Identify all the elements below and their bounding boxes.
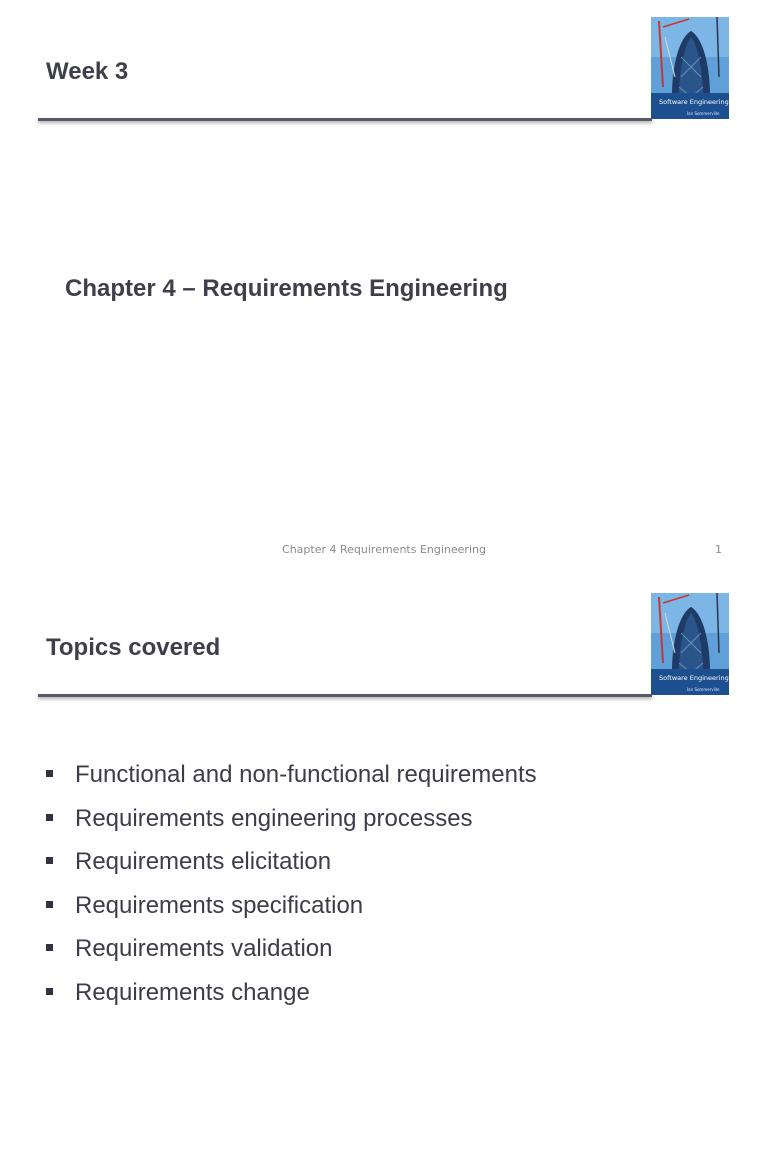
slide-title: Topics covered <box>46 634 221 661</box>
bullet-square-icon <box>46 901 53 908</box>
cover-title-text: Software Engineering <box>659 674 729 682</box>
cover-author-text: Ian Sommerville <box>687 111 720 116</box>
list-item <box>46 796 537 840</box>
title-divider <box>38 118 652 121</box>
book-cover-image <box>651 17 729 119</box>
list-item-text: Requirements change <box>75 978 310 1006</box>
book-cover-image <box>651 593 729 695</box>
list-item <box>46 752 537 796</box>
bullet-square-icon <box>46 944 53 951</box>
bullet-square-icon <box>46 770 53 777</box>
cover-title-text: Software Engineering <box>659 98 729 106</box>
list-item <box>46 970 537 1014</box>
slide-2 <box>0 576 768 1152</box>
list-item <box>46 883 537 927</box>
bullet-square-icon <box>46 988 53 995</box>
title-divider <box>38 694 652 697</box>
list-item-text: Requirements specification <box>75 891 364 919</box>
slide-footer: Chapter 4 Requirements Engineering <box>282 543 486 556</box>
slide-title: Week 3 <box>46 58 129 85</box>
topics-list <box>46 752 537 1014</box>
bullet-square-icon <box>46 814 53 821</box>
list-item <box>46 839 537 883</box>
list-item-text: Requirements validation <box>75 935 333 963</box>
list-item <box>46 926 537 970</box>
bullet-square-icon <box>46 857 53 864</box>
chapter-heading: Chapter 4 – Requirements Engineering <box>65 275 508 302</box>
cover-author-text: Ian Sommerville <box>687 687 720 692</box>
list-item-text: Requirements elicitation <box>75 848 332 876</box>
page-number: 1 <box>715 543 722 556</box>
list-item-text: Functional and non-functional requirements <box>75 761 537 788</box>
list-item-text: Requirements engineering processes <box>75 804 473 832</box>
